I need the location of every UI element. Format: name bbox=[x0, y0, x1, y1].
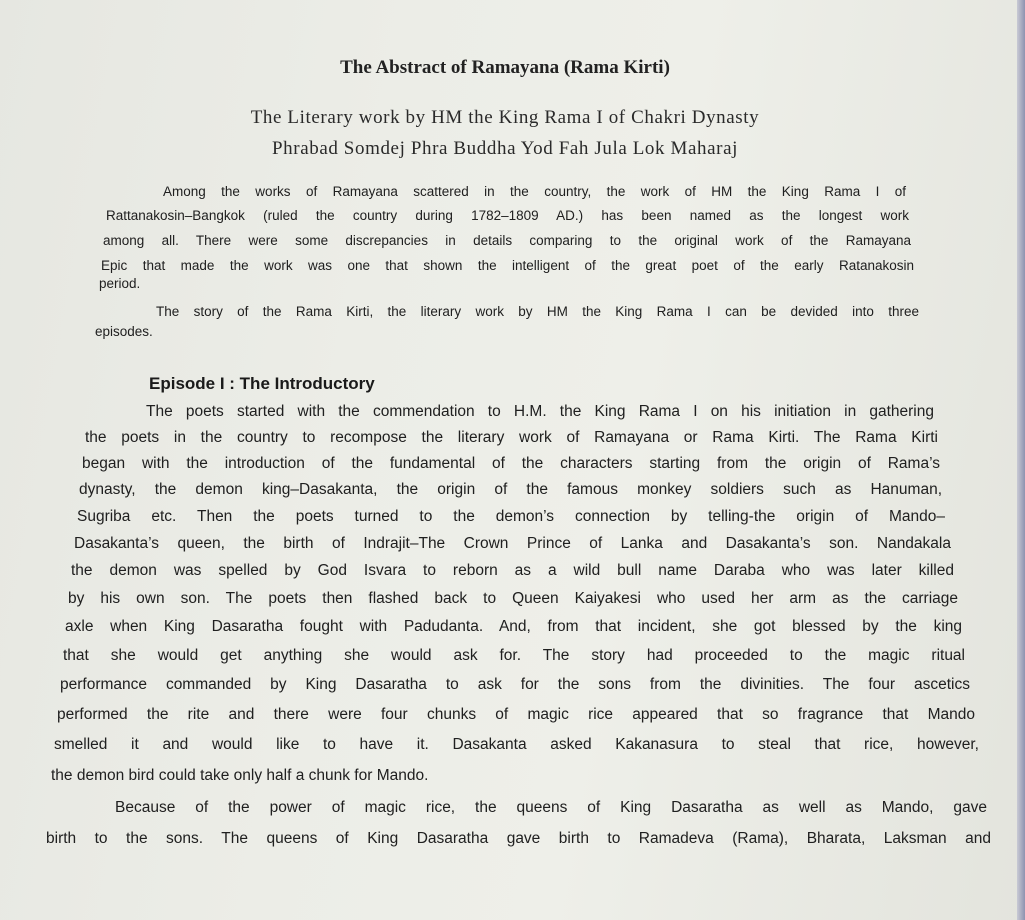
intro-line-1: Among the works of Ramayana scattered in the country, the work of HM the King Rama I of bbox=[163, 184, 906, 199]
intro-line-6: The story of the Rama Kirti, the literary work by HM the King Rama I can be devided into three bbox=[156, 304, 919, 319]
episode-line-2: the poets in the country to recompose the literary work of Ramayana or Rama Kirti. The Rama Kirti bbox=[85, 429, 938, 446]
intro-line-3: among all. There were some discrepancies in details comparing to the original work of the Ramayana bbox=[103, 233, 911, 248]
intro-line-4: Epic that made the work was one that shown the intelligent of the great poet of the early Ratanakosin bbox=[101, 258, 914, 273]
episode-line-9: axle when King Dasaratha fought with Padudanta. And, from that incident, she got blessed by the king bbox=[65, 618, 962, 635]
intro-line-5: period. bbox=[99, 276, 141, 291]
episode-line-4: dynasty, the demon king–Dasakanta, the origin of the famous monkey soldiers such as Hanuman, bbox=[79, 481, 942, 498]
episode-line-15: Because of the power of magic rice, the queens of King Dasaratha as well as Mando, gave bbox=[115, 799, 987, 816]
episode-line-14: the demon bird could take only half a chunk for Mando. bbox=[51, 767, 429, 784]
episode-heading: Episode I : The Introductory bbox=[149, 374, 375, 393]
subtitle-line-2: Phrabad Somdej Phra Buddha Yod Fah Jula Lok Maharaj bbox=[272, 138, 738, 159]
episode-line-1: The poets started with the commendation to H.M. the King Rama I on his initiation in gathering bbox=[146, 403, 934, 420]
episode-line-7: the demon was spelled by God Isvara to reborn as a wild bull name Daraba who was later killed bbox=[71, 562, 954, 579]
episode-line-6: Dasakanta’s queen, the birth of Indrajit–The Crown Prince of Lanka and Dasakanta’s son. Nandakala bbox=[74, 535, 951, 552]
episode-line-12: performed the rite and there were four chunks of magic rice appeared that so fragrance that Mando bbox=[57, 706, 975, 723]
intro-line-2: Rattanakosin–Bangkok (ruled the country during 1782–1809 AD.) has been named as the longest work bbox=[106, 208, 909, 223]
episode-line-11: performance commanded by King Dasaratha to ask for the sons from the divinities. The four ascetics bbox=[60, 676, 970, 693]
episode-line-13: smelled it and would like to have it. Dasakanta asked Kakanasura to steal that rice, however, bbox=[54, 736, 979, 753]
episode-line-16: birth to the sons. The queens of King Dasaratha gave birth to Ramadeva (Rama), Bharata, Laksman and bbox=[46, 830, 991, 847]
page-edge bbox=[1017, 0, 1025, 920]
episode-line-10: that she would get anything she would ask for. The story had proceeded to the magic ritual bbox=[63, 647, 965, 664]
episode-line-5: Sugriba etc. Then the poets turned to the demon’s connection by telling-the origin of Mando– bbox=[77, 508, 945, 525]
document-title: The Abstract of Ramayana (Rama Kirti) bbox=[340, 57, 670, 78]
episode-line-8: by his own son. The poets then flashed back to Queen Kaiyakesi who used her arm as the carriage bbox=[68, 590, 958, 607]
intro-line-7: episodes. bbox=[95, 324, 153, 339]
subtitle-line-1: The Literary work by HM the King Rama I of Chakri Dynasty bbox=[250, 107, 760, 128]
episode-line-3: began with the introduction of the fundamental of the characters starting from the origin of Rama’s bbox=[82, 455, 940, 472]
